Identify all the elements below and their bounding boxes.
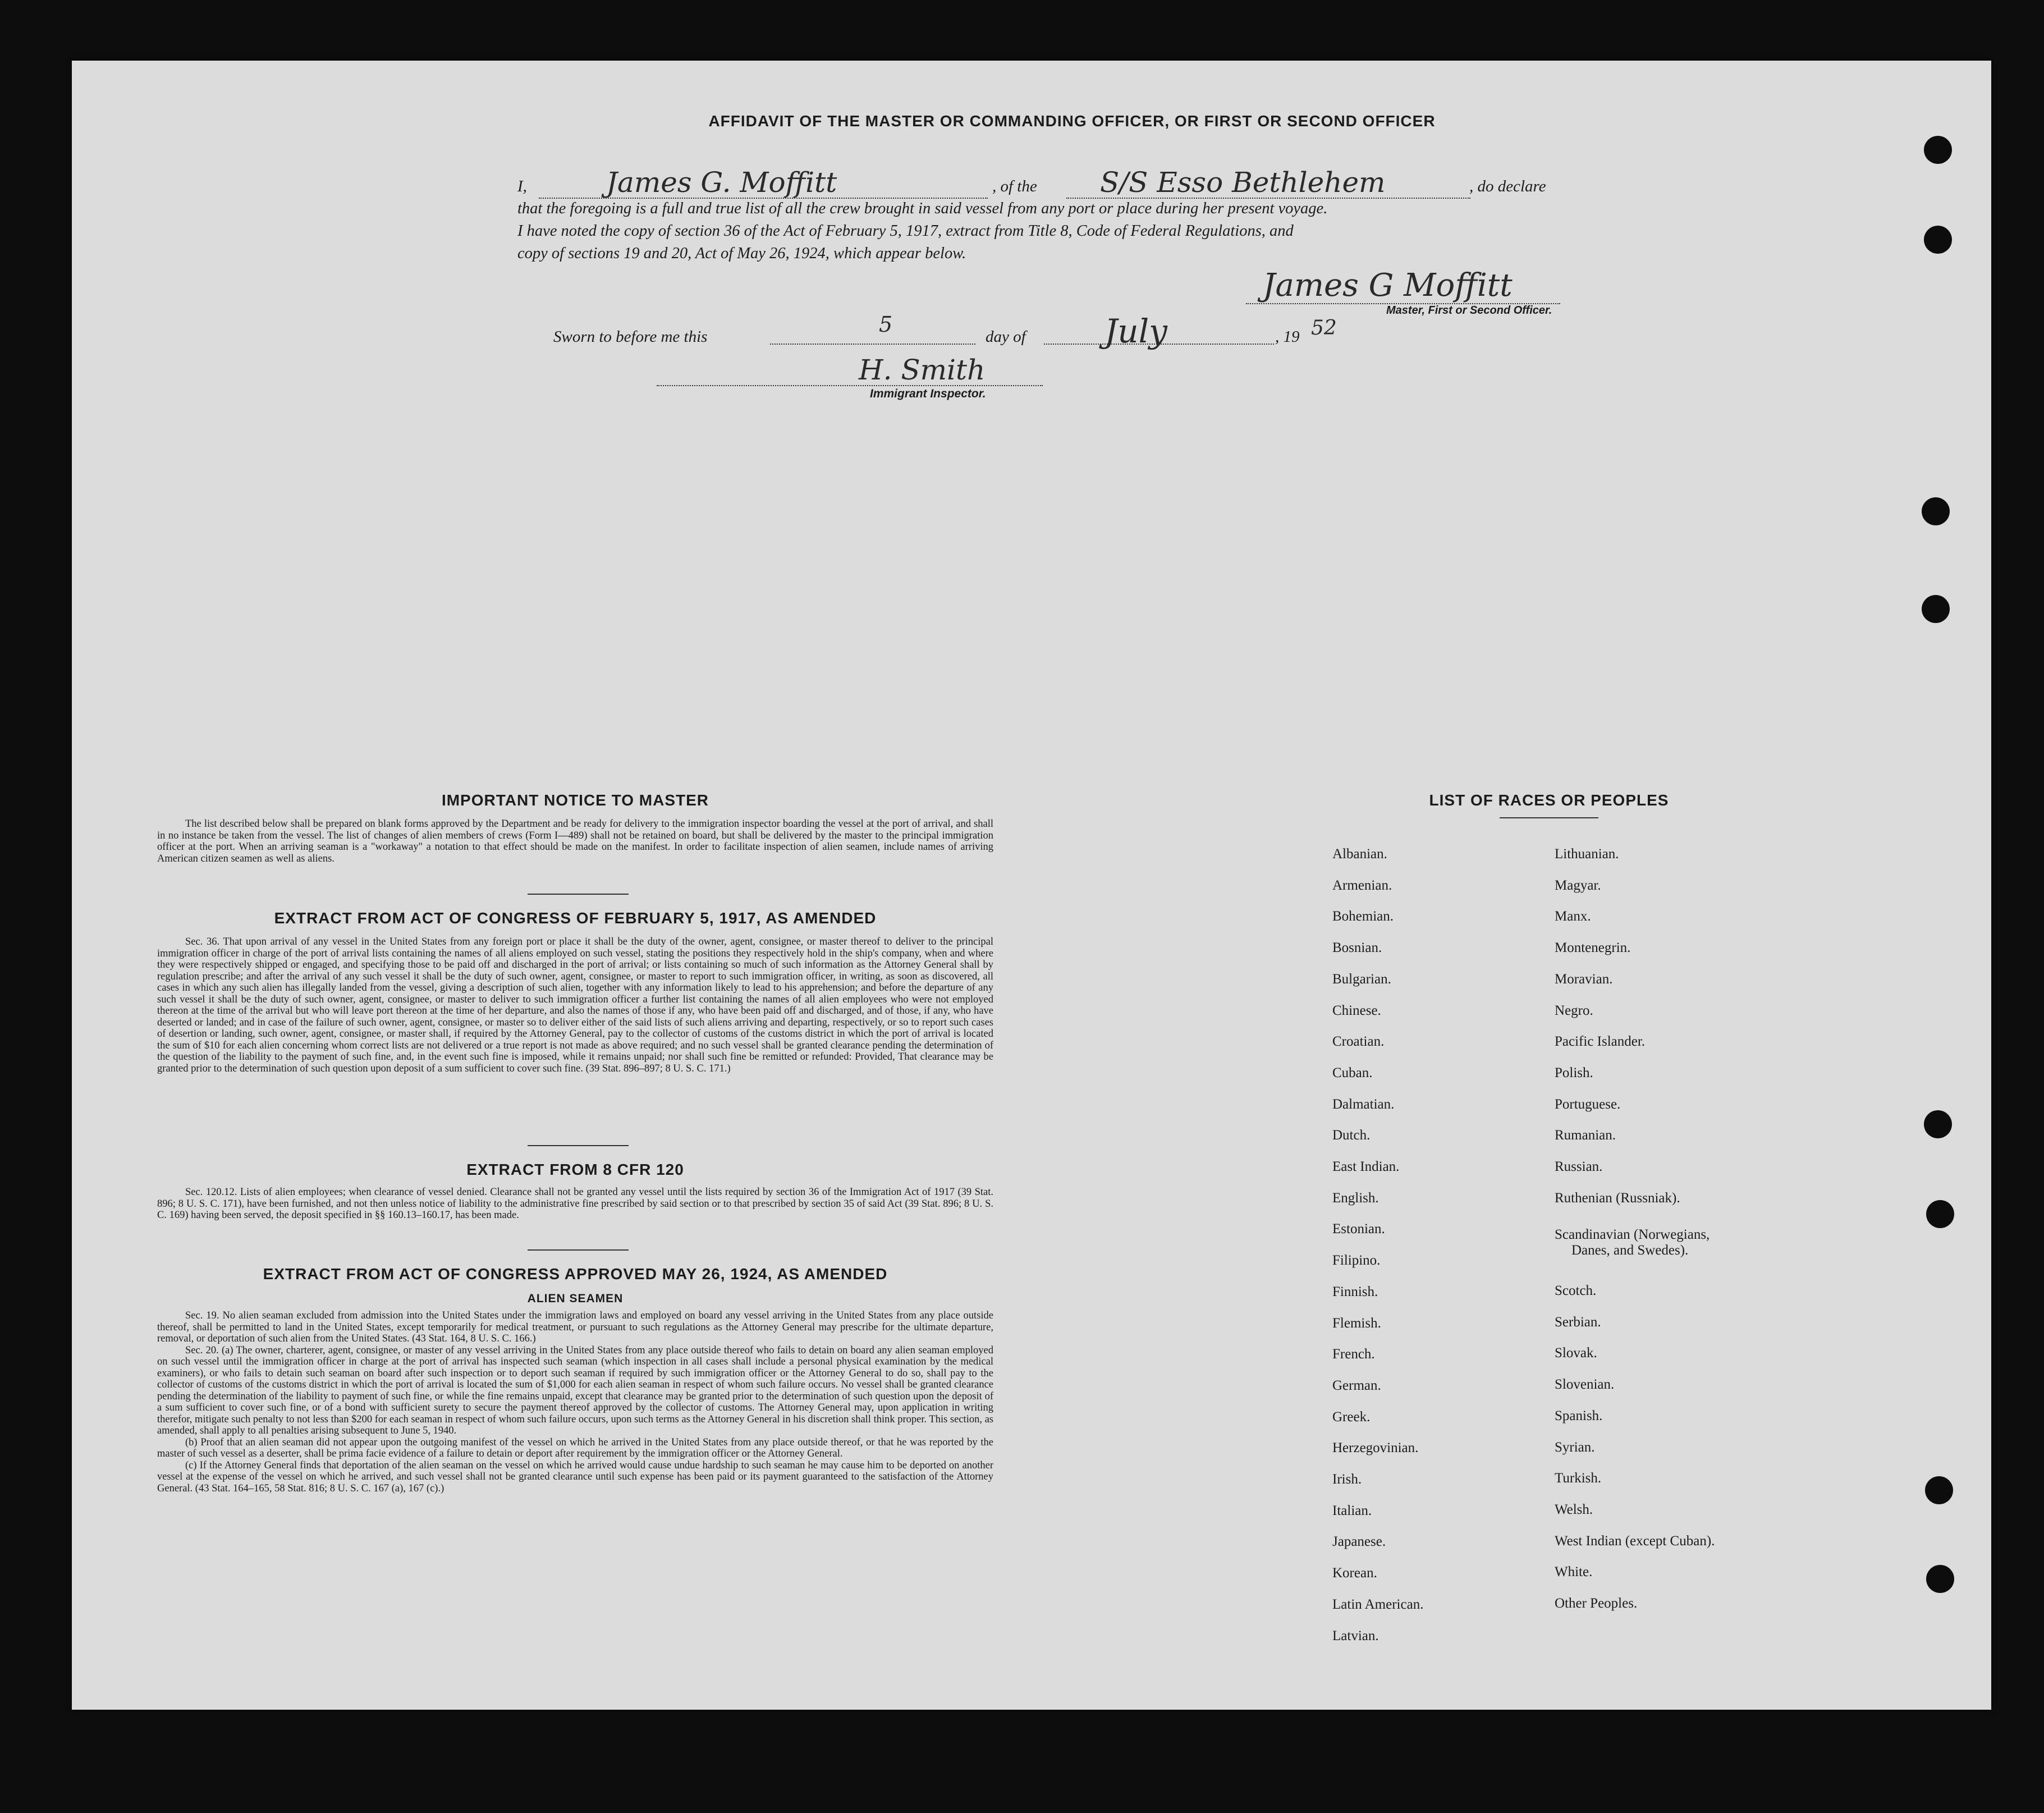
race-item: Other Peoples.	[1555, 1596, 1638, 1611]
notice-title: IMPORTANT NOTICE TO MASTER	[441, 791, 709, 809]
vessel-name-handwritten: S/S Esso Bethlehem	[1100, 166, 1386, 199]
binder-hole	[1924, 226, 1952, 254]
section-20c-text: (c) If the Attorney General finds that deportation of the alien seaman on the vessel on which he arrived would cause undue hardship to such seaman he may cause him to be deported on another vessel at the expense of the vessel on which he arrived, and such vessel shall not be granted clearance until such expense has been paid or its payment guaranteed to the satisfaction of the Attorney General. (43 Stat. 164–165, 58 Stat. 816; 8 U. S. C. 167 (a), 167 (c).)	[157, 1459, 993, 1494]
divider	[528, 1249, 629, 1251]
race-item: French.	[1332, 1347, 1375, 1362]
race-item: Irish.	[1332, 1472, 1362, 1487]
extract-1924-title: EXTRACT FROM ACT OF CONGRESS APPROVED MAY 26, 1924, AS AMENDED	[263, 1265, 888, 1283]
affidavit-of-the: , of the	[992, 177, 1037, 195]
sworn-year-handwritten: 52	[1311, 317, 1337, 340]
race-item: Japanese.	[1332, 1534, 1386, 1550]
binder-hole	[1922, 595, 1950, 623]
race-item: East Indian.	[1332, 1159, 1400, 1174]
affidavit-line-2: that the foregoing is a full and true list of all the crew brought in said vessel from any port or place during her present voyage.	[517, 200, 1328, 217]
extract-1917-text: Sec. 36. That upon arrival of any vessel in the United States from any foreign port or place it shall be the duty of the owner, agent, consignee, or master thereof to deliver to the principal immigration officer in charge of the port of arrival lists containing the names of all aliens employed on such vessel, stating the positions they respectively hold in the ship's company, when and where they were respectively shipped or engaged, and specifying those to be paid off and discharged in the port of arrival; or lists containing so much of such information as the Attorney General shall by regulation prescribe; and after the arrival of any such vessel it shall be the duty of such owner, agent, consignee, or master to report to such immigration officer, in writing, as soon as discovered, all cases in which any such alien has illegally landed from the vessel, giving a description of such alien, together with any information likely to lead to his apprehension; and before the departure of any such vessel it shall be the duty of such owner, agent, consignee, or master to deliver to such immigration officer a further list containing the names of all alien employees who were not employed thereon at the time of the arrival but who will leave port thereon at the time of her departure, and also the names of those if any, who have been paid off and discharged, and of those, if any, who have deserted or landed; and in case of the failure of such owner, agent, consignee, or master so to deliver either of the said lists of such aliens arriving and departing, respectively, or so to report such cases of desertion or landing, such owner, agent, consignee, or master shall, if required by the Attorney General, pay to the collector of customs of the customs district in which the port of arrival is located the sum of $10 for each alien concerning whom correct lists are not delivered or a true report is not made as above required; and no such vessel shall be granted clearance pending the determination of the question of the liability to the payment of such fine, and, in the event such fine is imposed, while it remains unpaid; nor shall such fine be remitted or refunded: Provided, That clearance may be granted prior to the determination of such question upon deposit of a sum sufficient to cover such fine. (39 Stat. 896–897; 8 U. S. C. 171.)	[157, 936, 993, 1074]
race-item: Korean.	[1332, 1565, 1377, 1581]
race-item: Scotch.	[1555, 1283, 1597, 1298]
race-scandinavian-line-1: Scandinavian (Norwegians,	[1555, 1227, 1710, 1242]
race-item: Lithuanian.	[1555, 846, 1619, 862]
race-item: Spanish.	[1555, 1408, 1603, 1423]
race-item: Magyar.	[1555, 877, 1601, 893]
race-item: Bulgarian.	[1332, 971, 1391, 987]
inspector-caption: Immigrant Inspector.	[870, 387, 986, 400]
race-item: English.	[1332, 1190, 1379, 1206]
section-20a-text: Sec. 20. (a) The owner, charterer, agent, consignee, or master of any vessel arriving in the United States from any place outside thereof who fails to detain on board any alien seaman employed on such vessel until the immigration officer in charge at the port of arrival has inspected such seaman (which inspection in all cases shall include a personal physical examination by the medical examiners), or who fails to detain such seaman on board after such inspection or to deport such seaman if required by such immigration officer or the Attorney General to do so, shall pay to the collector of customs of the customs district in which the port of arrival is located the sum of $1,000 for each alien seaman in respect of whom such failure occurs. No vessel shall be granted clearance pending the determination of the liability to payment of such fine, or while the fine remains unpaid, except that clearance may be granted prior to the determination of such question upon the deposit of a sum sufficient to cover such fine, or of a bond with sufficient surety to secure the payment thereof approved by the collector of customs. The Attorney General may, upon application in writing therefor, mitigate such penalty to not less than $200 for each seaman in respect of whom such failure occurs, upon such terms as the Attorney General in his discretion shall think proper. This section, as amended, shall apply to all penalties arising subsequent to June 5, 1940.	[157, 1344, 993, 1436]
affidavit-i: I,	[517, 177, 527, 195]
extract-1917-body	[157, 936, 993, 1074]
affidavit-line-3: I have noted the copy of section 36 of the Act of February 5, 1917, extract from Title 8, Code of Federal Regulations, and	[517, 222, 1294, 240]
race-item: Russian.	[1555, 1159, 1603, 1174]
race-item: Ruthenian (Russniak).	[1555, 1190, 1680, 1206]
affidavit-title: AFFIDAVIT OF THE MASTER OR COMMANDING OFFICER, OR FIRST OR SECOND OFFICER	[708, 112, 1436, 130]
inspector-signature-handwritten: H. Smith	[859, 354, 986, 386]
race-item: Polish.	[1555, 1065, 1593, 1081]
race-item: Herzegovinian.	[1332, 1440, 1419, 1456]
race-item: Cuban.	[1332, 1065, 1373, 1081]
sworn-label: Sworn to before me this	[553, 328, 708, 346]
race-item: Bohemian.	[1332, 909, 1394, 924]
race-item: Moravian.	[1555, 971, 1613, 987]
year-prefix: , 19	[1275, 328, 1300, 346]
notice-text: The list described below shall be prepared on blank forms approved by the Department and be ready for delivery to the immigration inspector boarding the vessel at the port of arrival, and shall in no instance be taken from the vessel. The list of changes of alien members of crews (Form I—489) shall not be retained on board, but shall be delivered by the master to the principal immigration officer at the port. When an arriving seaman is a "workaway" a notation to that effect should be made on the manifest. In order to facilitate inspection of alien seamen, include names of arriving American citizen seamen as well as aliens.	[157, 818, 993, 864]
extract-1917-title: EXTRACT FROM ACT OF CONGRESS OF FEBRUARY 5, 1917, AS AMENDED	[274, 909, 877, 927]
section-20b-text: (b) Proof that an alien seaman did not appear upon the outgoing manifest of the vessel on which he arrived in the United States from any place outside thereof, or that he was reported by the master of such vessel as a deserter, shall be prima facie evidence of a failure to detain or deport after requirement by the immigration officer or the Attorney General.	[157, 1436, 993, 1459]
divider	[528, 1145, 629, 1146]
race-item: Syrian.	[1555, 1439, 1595, 1455]
race-item: Albanian.	[1332, 846, 1387, 862]
race-item: Montenegrin.	[1555, 940, 1631, 956]
day-of-label: day of	[986, 328, 1026, 346]
extract-1924-body	[157, 1310, 993, 1494]
alien-seamen-subtitle: ALIEN SEAMEN	[527, 1292, 624, 1305]
signature-caption: Master, First or Second Officer.	[1386, 304, 1552, 317]
race-item: Rumanian.	[1555, 1128, 1616, 1143]
sworn-day-underline	[770, 344, 975, 345]
race-item: German.	[1332, 1377, 1381, 1393]
race-item: Manx.	[1555, 909, 1591, 924]
race-item: Negro.	[1555, 1002, 1593, 1018]
affidavit-line-4: copy of sections 19 and 20, Act of May 26, 1924, which appear below.	[517, 245, 966, 262]
race-item: Flemish.	[1332, 1315, 1381, 1331]
race-item: Latvian.	[1332, 1628, 1379, 1643]
divider	[1500, 817, 1598, 818]
race-item: White.	[1555, 1564, 1593, 1580]
master-name-handwritten: James G. Moffitt	[606, 166, 837, 199]
race-item: Portuguese.	[1555, 1096, 1621, 1112]
binder-hole	[1922, 497, 1950, 525]
race-item: Estonian.	[1332, 1221, 1385, 1237]
race-item: Pacific Islander.	[1555, 1034, 1646, 1050]
binder-hole	[1924, 1110, 1952, 1138]
notice-body	[157, 818, 993, 864]
race-item: Filipino.	[1332, 1253, 1381, 1269]
binder-hole	[1925, 1476, 1953, 1504]
race-item: Croatian.	[1332, 1034, 1385, 1050]
binder-hole	[1926, 1565, 1954, 1593]
sworn-day-handwritten: 5	[879, 312, 893, 337]
race-item: Italian.	[1332, 1503, 1372, 1518]
sworn-month-handwritten: July	[1105, 312, 1167, 350]
binder-hole	[1926, 1200, 1954, 1228]
race-item: Latin American.	[1332, 1596, 1424, 1612]
race-scandinavian-line-2: Danes, and Swedes).	[1571, 1243, 1689, 1258]
races-title: LIST OF RACES OR PEOPLES	[1429, 791, 1669, 809]
race-item: Welsh.	[1555, 1501, 1593, 1517]
race-item: Dutch.	[1332, 1128, 1371, 1143]
race-item: Finnish.	[1332, 1284, 1378, 1299]
section-19-text: Sec. 19. No alien seaman excluded from admission into the United States under the immigration laws and employed on board any vessel arriving in the United States from any place outside thereof, shall be permitted to land in the United States, except temporarily for medical treatment, or pursuant to such regulations as the Attorney General may prescribe for the ultimate departure, removal, or deportation of such alien from the United States. (43 Stat. 164, 8 U. S. C. 166.)	[157, 1310, 993, 1344]
divider	[528, 894, 629, 895]
master-signature-handwritten: James G Moffitt	[1263, 267, 1513, 304]
race-item: Greek.	[1332, 1409, 1371, 1425]
race-item: West Indian (except Cuban).	[1555, 1533, 1715, 1549]
race-item: Bosnian.	[1332, 940, 1382, 956]
extract-cfr-title: EXTRACT FROM 8 CFR 120	[466, 1161, 684, 1178]
race-item: Chinese.	[1332, 1002, 1381, 1018]
affidavit-do-declare: , do declare	[1469, 177, 1546, 195]
race-item: Turkish.	[1555, 1471, 1602, 1486]
race-item: Slovenian.	[1555, 1377, 1615, 1393]
race-item: Armenian.	[1332, 877, 1392, 893]
extract-cfr-text: Sec. 120.12. Lists of alien employees; when clearance of vessel denied. Clearance shall not be granted any vessel until the lists required by section 36 of the Immigration Act of 1917 (39 Stat. 896; 8 U. S. C. 171), have been furnished, and not then unless notice of liability to the administrative fine prescribed by said section or to that prescribed by section 35 of said Act (39 Stat. 896; 8 U. S. C. 169) having been served, the deposit specified in §§ 160.13–160.17, has been made.	[157, 1187, 993, 1221]
race-item: Slovak.	[1555, 1345, 1597, 1361]
race-item: Serbian.	[1555, 1314, 1601, 1330]
binder-hole	[1924, 136, 1952, 164]
extract-cfr-body	[157, 1187, 993, 1221]
race-item: Dalmatian.	[1332, 1096, 1395, 1112]
